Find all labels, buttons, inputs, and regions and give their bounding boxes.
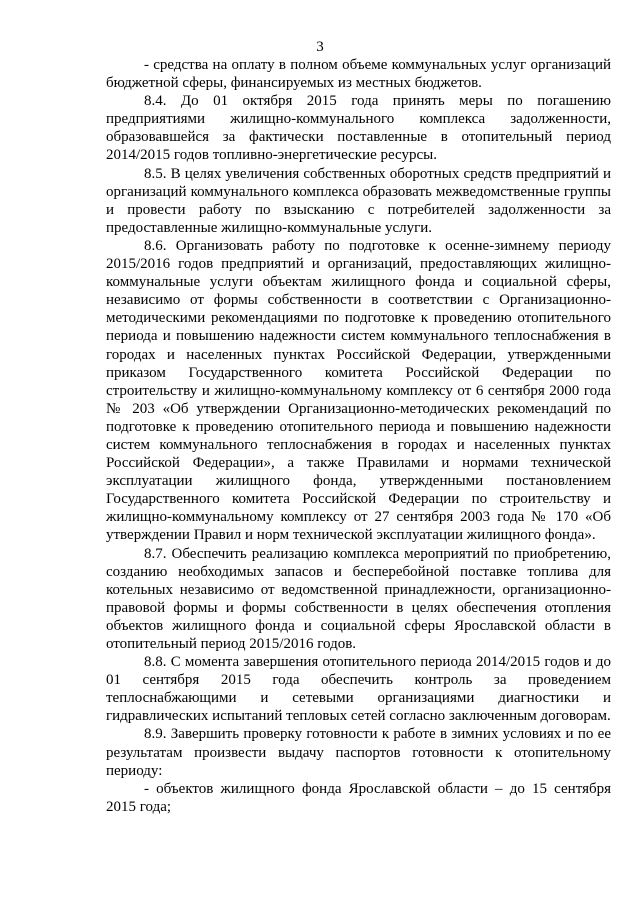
paragraph-housing-deadline: - объектов жилищного фонда Ярославской области – до 15 сентября 2015 года; [106, 780, 611, 815]
paragraph-8-6: 8.6. Организовать работу по подготовке к осенне-зимнему периоду 2015/2016 годов предприятий и организаций, предоставляющих жилищно-коммунальные услуги объектам жилищного фонда и социальной сферы, независимо от формы собственности в соответствии с Организационно-методическими рекомендациями по подготовке к проведению отопительного периода и повышению надежности систем коммунального теплоснабжения в городах и населенных пунктах Российской Федерации, утвержденными приказом Государственного комитета Российской Федерации по строительству и жилищно-коммунальному комплексу от 6 сентября 2000 года № 203 «Об утверждении Организационно-методических рекомендаций по подготовке к проведению отопительного периода и повышению надежности систем коммунального теплоснабжения в городах и населенных пунктах Российской Федерации», а также Правилами и нормами технической эксплуатации жилищного фонда, утвержденными постановлением Государственного комитета Российской Федерации по строительству и жилищно-коммунальному комплексу от 27 сентября 2003 года № 170 «Об утверждении Правил и норм технической эксплуатации жилищного фонда». [106, 237, 611, 544]
paragraph-8-7: 8.7. Обеспечить реализацию комплекса мероприятий по приобретению, созданию необходимых запасов и бесперебойной поставке топлива для котельных независимо от ведомственной принадлежности, организационно-правовой формы и формы собственности в целях обеспечения отопления объектов жилищного фонда и социальной сферы Ярославской области в отопительный период 2015/2016 годов. [106, 545, 611, 652]
paragraph-8-9: 8.9. Завершить проверку готовности к работе в зимних условиях и по ее результатам произвести выдачу паспортов готовности к отопительному периоду: [106, 726, 611, 779]
paragraph-8-4: 8.4. До 01 октября 2015 года принять меры по погашению предприятиями жилищно-коммунального комплекса задолженности, образовавшейся за фактически поставленные в отопительный период 2014/2015 годов топливно-энергетические ресурсы. [106, 93, 611, 164]
document-body [106, 56, 611, 816]
paragraph-8-5: 8.5. В целях увеличения собственных оборотных средств предприятий и организаций коммунального комплекса образовать межведомственные группы и провести работу по взысканию с потребителей задолженности за предоставленные жилищно-коммунальные услуги. [106, 165, 611, 236]
paragraph-8-8: 8.8. С момента завершения отопительного периода 2014/2015 годов и до 01 сентября 2015 года обеспечить контроль за проведением теплоснабжающими и сетевыми организациями диагностики и гидравлических испытаний тепловых сетей согласно заключенным договорам. [106, 654, 611, 725]
paragraph-budget-utilities: - средства на оплату в полном объеме коммунальных услуг организаций бюджетной сферы, финансируемых из местных бюджетов. [106, 57, 611, 92]
page-number: 3 [316, 39, 324, 55]
